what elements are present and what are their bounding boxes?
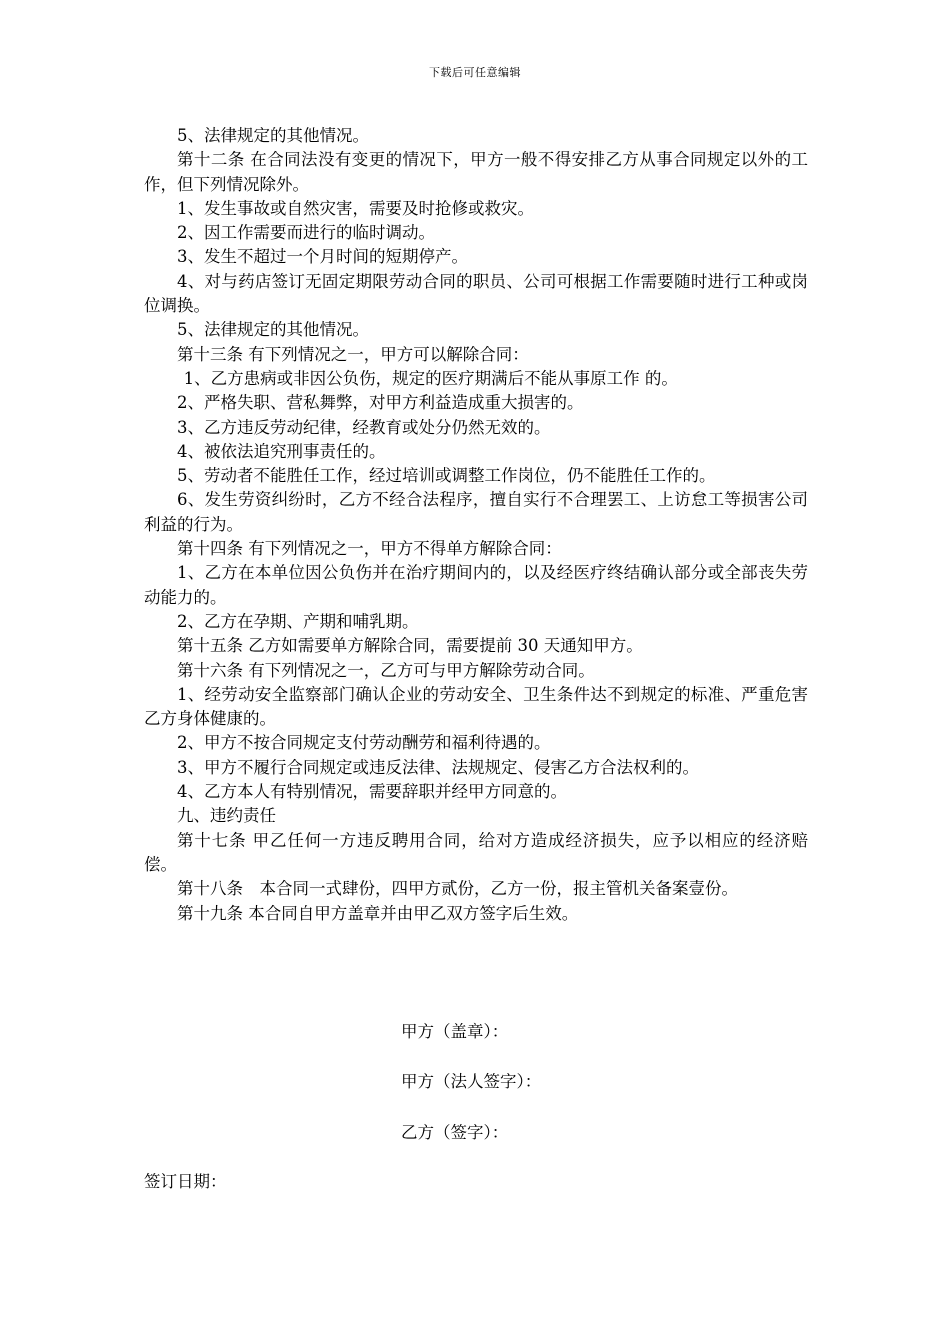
paragraph: 1、发生事故或自然灾害，需要及时抢修或救灾。 <box>177 198 534 218</box>
article-15: 第十五条 乙方如需要单方解除合同，需要提前 30 天通知甲方。 <box>177 636 643 656</box>
paragraph: 5、劳动者不能胜任工作，经过培训或调整工作岗位，仍不能胜任工作的。 <box>177 466 716 486</box>
paragraph: 4、被依法追究刑事责任的。 <box>177 441 386 461</box>
article-16: 第十六条 有下列情况之一，乙方可与甲方解除劳动合同。 <box>177 660 595 680</box>
party-a-seal-line: 甲方（盖章）： <box>401 1022 509 1041</box>
article-18: 第十八条 本合同一式肆份，四甲方贰份，乙方一份，报主管机关备案壹份。 <box>177 879 738 899</box>
paragraph: 3、发生不超过一个月时间的短期停产。 <box>177 247 468 267</box>
party-a-legal-signature-line: 甲方（法人签字）： <box>401 1072 542 1091</box>
paragraph: 2、因工作需要而进行的临时调动。 <box>177 223 435 243</box>
article-19: 第十九条 本合同自甲方盖章并由甲乙双方签字后生效。 <box>177 903 579 923</box>
party-b-signature-line: 乙方（签字）： <box>401 1123 509 1142</box>
paragraph: 5、法律规定的其他情况。 <box>177 126 369 145</box>
paragraph: 6、发生劳资纠纷时，乙方不经合法程序，擅自实行不合理罢工、上访怠工等损害公司利益的行为。 <box>144 490 808 534</box>
paragraph: 2、严格失职、营私舞弊，对甲方利益造成重大损害的。 <box>177 393 584 413</box>
page-header-note: 下载后可任意编辑 <box>429 66 521 79</box>
paragraph: 2、乙方在孕期、产期和哺乳期。 <box>177 611 419 631</box>
paragraph: 5、法律规定的其他情况。 <box>177 320 369 340</box>
paragraph: 4、乙方本人有特别情况，需要辞职并经甲方同意的。 <box>177 782 567 802</box>
article-17: 第十七条 甲乙任何一方违反聘用合同，给对方造成经济损失，应予以相应的经济赔偿。 <box>144 830 808 874</box>
paragraph: 3、甲方不履行合同规定或违反法律、法规规定、侵害乙方合法权利的。 <box>177 757 699 777</box>
article-14: 第十四条 有下列情况之一，甲方不得单方解除合同： <box>177 539 562 559</box>
paragraph: 1、乙方在本单位因公负伤并在治疗期间内的，以及经医疗终结确认部分或全部丧失劳动能力的。 <box>144 563 808 607</box>
contract-body <box>144 124 808 926</box>
paragraph: 1、经劳动安全监察部门确认企业的劳动安全、卫生条件达不到规定的标准、严重危害乙方身体健康的。 <box>144 684 808 729</box>
section-heading-breach: 九、违约责任 <box>177 806 276 826</box>
paragraph: 1、乙方患病或非因公负伤，规定的医疗期满后不能从事原工作 的。 <box>183 368 678 388</box>
article-13: 第十三条 有下列情况之一，甲方可以解除合同： <box>177 344 529 364</box>
paragraph: 3、乙方违反劳动纪律，经教育或处分仍然无效的。 <box>177 417 551 437</box>
article-12: 第十二条 在合同法没有变更的情况下，甲方一般不得安排乙方从事合同规定以外的工作，但下列情况除外。 <box>144 150 808 194</box>
signing-date-label: 签订日期： <box>144 1172 227 1191</box>
paragraph: 2、甲方不按合同规定支付劳动酬劳和福利待遇的。 <box>177 733 551 753</box>
paragraph: 4、对与药店签订无固定期限劳动合同的职员、公司可根据工作需要随时进行工种或岗位调换。 <box>144 271 808 316</box>
